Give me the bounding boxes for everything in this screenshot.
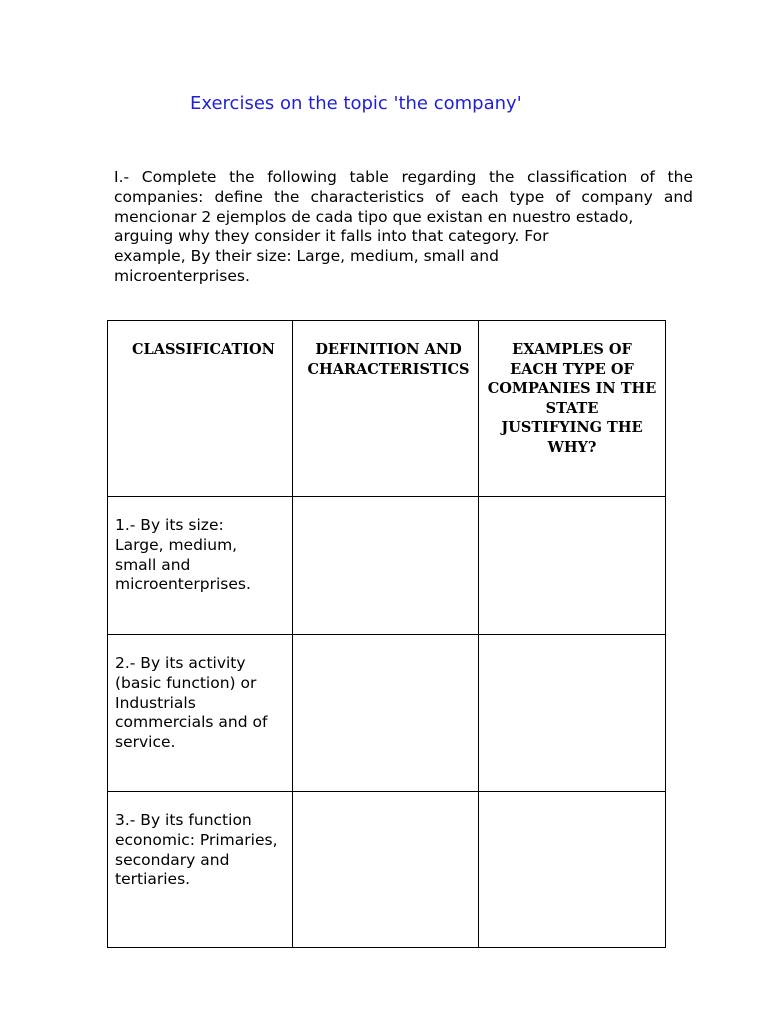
cell-line: (basic function) or <box>115 673 257 692</box>
header-line: DEFINITION AND <box>315 341 462 358</box>
cell-line: 1.- By its size: <box>115 516 224 534</box>
cell-line: service. <box>115 733 176 752</box>
definition-cell[interactable] <box>293 635 479 792</box>
header-line: CHARACTERISTICS <box>307 360 470 378</box>
instructions-paragraph <box>114 168 693 287</box>
examples-cell[interactable] <box>479 635 666 792</box>
header-classification <box>108 321 293 497</box>
examples-cell[interactable] <box>479 792 666 948</box>
table-row <box>108 792 666 948</box>
cell-line: microenterprises. <box>115 575 251 594</box>
instructions-line: I.- Complete the following table regarding the classification of the <box>114 168 693 186</box>
header-line: CLASSIFICATION <box>132 341 275 358</box>
header-definition <box>293 321 479 497</box>
examples-cell[interactable] <box>479 497 666 635</box>
cell-line: Large, medium, <box>115 535 238 554</box>
cell-line: small and <box>115 555 191 574</box>
cell-line: 2.- By its activity <box>115 654 246 672</box>
page-title: Exercises on the topic 'the company' <box>190 93 522 114</box>
header-line: WHY? <box>547 438 597 456</box>
instructions-line: companies: define the characteristics of each type of company and <box>114 187 693 206</box>
classification-cell <box>108 497 293 635</box>
classification-table <box>107 320 666 948</box>
definition-cell[interactable] <box>293 792 479 948</box>
header-line: COMPANIES IN THE <box>487 380 657 397</box>
cell-line: secondary and <box>115 850 230 869</box>
cell-line: economic: Primaries, <box>115 830 278 849</box>
definition-cell[interactable] <box>293 497 479 635</box>
header-line: JUSTIFYING THE <box>501 419 643 436</box>
cell-line: tertiaries. <box>115 870 191 889</box>
header-examples <box>479 321 666 497</box>
classification-cell <box>108 792 293 948</box>
cell-line: 3.- By its function <box>115 811 252 829</box>
classification-cell <box>108 635 293 792</box>
cell-line: Industrials <box>115 693 196 712</box>
table-header-row <box>108 321 666 497</box>
header-line: EACH TYPE OF <box>510 360 634 378</box>
instructions-line: mencionar 2 ejemplos de cada tipo que existan en nuestro estado, <box>114 207 634 226</box>
cell-line: commercials and of <box>115 713 268 732</box>
header-line: EXAMPLES OF <box>512 341 632 358</box>
header-line: STATE <box>545 399 599 417</box>
instructions-line: microenterprises. <box>114 266 250 285</box>
instructions-line: arguing why they consider it falls into that category. For <box>114 227 549 246</box>
table-row <box>108 635 666 792</box>
table-row <box>108 497 666 635</box>
instructions-line: example, By their size: Large, medium, small and <box>114 247 499 266</box>
